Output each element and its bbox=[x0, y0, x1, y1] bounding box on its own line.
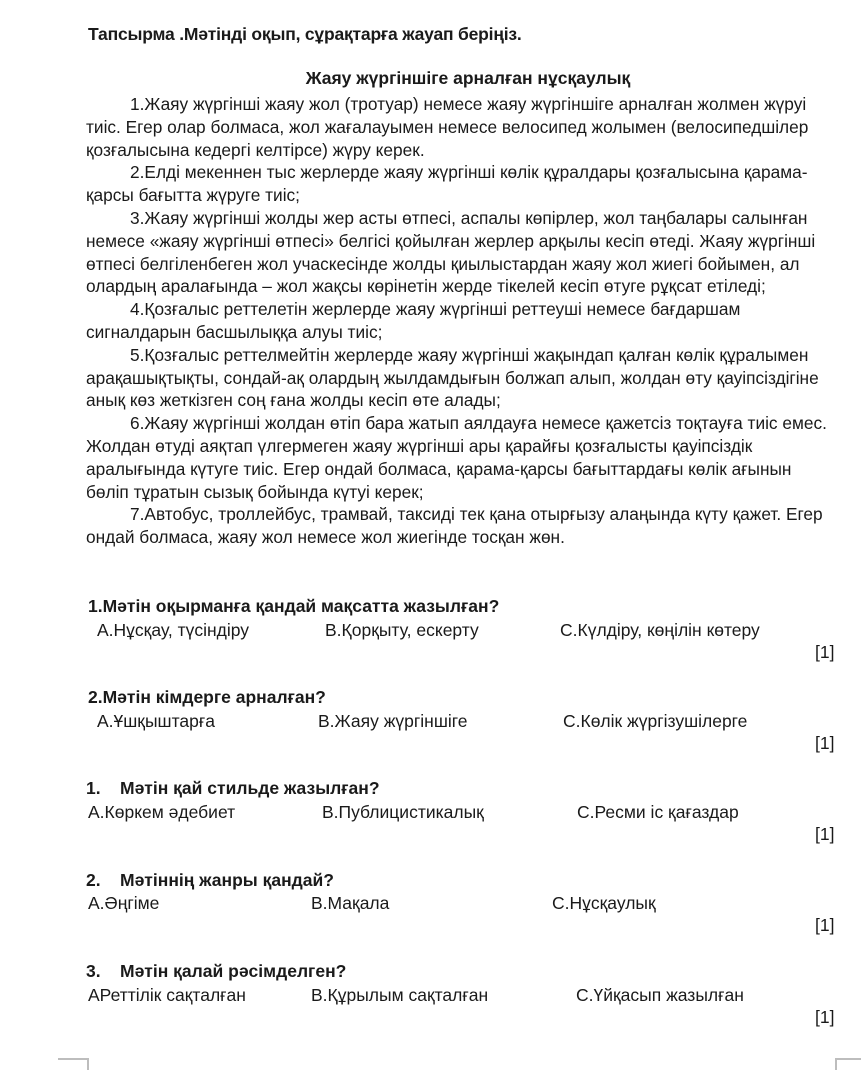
question-title bbox=[88, 687, 326, 708]
answer-option-b: В.Қорқыту, ескерту bbox=[325, 620, 479, 640]
question-text: Мәтін қай стильде жазылған? bbox=[120, 778, 380, 798]
question-title bbox=[88, 596, 499, 617]
question-number: 2. bbox=[86, 870, 101, 890]
paragraph: 2.Елді мекеннен тыс жерлерде жаяу жүргінші көлік құралдары қозғалысына қарама-қарсы бағытта жүруге тиіс; bbox=[86, 162, 808, 206]
answer-option-a: А.Ұшқыштарға bbox=[97, 711, 215, 731]
question-text: Мәтіннің жанры қандай? bbox=[120, 870, 334, 890]
question-title bbox=[86, 778, 380, 799]
question-title bbox=[86, 961, 346, 982]
answer-option-a: А.Көркем әдебиет bbox=[88, 802, 236, 822]
answer-option-a: А.Нұсқау, түсіндіру bbox=[97, 620, 250, 640]
answer-option-b: В.Құрылым сақталған bbox=[311, 985, 489, 1005]
answer-option-b: В.Мақала bbox=[311, 893, 390, 913]
answer-option-c: С.Нұсқаулық bbox=[552, 893, 656, 913]
score-mark: [1] bbox=[815, 915, 835, 935]
question-text: Мәтін қалай рәсімделген? bbox=[120, 961, 347, 981]
answer-option-c: С.Үйқасып жазылған bbox=[576, 985, 744, 1005]
page-corner-mark-right bbox=[835, 1058, 861, 1070]
instruction-text bbox=[86, 93, 831, 549]
answer-option-c: С.Көлік жүргізушілерге bbox=[563, 711, 748, 731]
score-mark: [1] bbox=[815, 642, 835, 662]
page-corner-mark-left bbox=[58, 1058, 89, 1070]
task-title: Тапсырма .Мәтінді оқып, сұрақтарға жауап беріңіз. bbox=[88, 24, 522, 44]
answer-option-b: В.Публицистикалық bbox=[322, 802, 484, 822]
answer-option-c: С.Күлдіру, көңілін көтеру bbox=[560, 620, 760, 640]
answer-option-c: С.Ресми іс қағаздар bbox=[577, 802, 739, 822]
score-mark: [1] bbox=[815, 1007, 835, 1027]
question-number: 1. bbox=[86, 778, 101, 798]
paragraph: 7.Автобус, троллейбус, трамвай, таксиді тек қана отырғызу алаңында күту қажет. Егер ондай болмаса, жаяу жол немесе жол жиегінде тосқан жөн. bbox=[86, 504, 823, 548]
text-heading: Жаяу жүргіншіге арналған нұсқаулық bbox=[305, 68, 631, 88]
question-title bbox=[86, 870, 334, 891]
score-mark: [1] bbox=[815, 824, 835, 844]
paragraph: 1.Жаяу жүргінші жаяу жол (тротуар) немесе жаяу жүргіншіге арналған жолмен жүруі тиіс. Егер олар болмаса, жол жағалауымен немесе велосипед жолымен (велосипедшілер қозғалысына кедергі келтірсе) жүру керек. bbox=[86, 94, 809, 160]
paragraph: 4.Қозғалыс реттелетін жерлерде жаяу жүргінші реттеуші немесе бағдаршам сигналдарын басшылыққа алуы тиіс; bbox=[86, 299, 741, 342]
answer-option-a: А.Әңгіме bbox=[88, 893, 160, 913]
question-text: 2.Мәтін кімдерге арналған? bbox=[88, 687, 326, 707]
score-mark: [1] bbox=[815, 733, 835, 753]
paragraph: 6.Жаяу жүргінші жолдан өтіп бара жатып аялдауға немесе қажетсіз тоқтауға тиіс емес. Жолдан өтуді аяқтап үлгермеген жаяу жүргінші ары қарайғы қозғалысты қауіпсіздік аралығында күтуге тиіс. Егер ондай болмаса, қарама-қарсы бағыттардағы көлік ағынын бөліп тұратын сызық бойында күтуі керек; bbox=[86, 413, 827, 502]
answer-option-b: В.Жаяу жүргіншіге bbox=[318, 711, 468, 731]
paragraph: 5.Қозғалыс реттелмейтін жерлерде жаяу жүргінші жақындап қалған көлік құралымен арақашықтықты, сондай-ақ олардың жылдамдығын болжап алып, жолдан өту қауіпсіздігіне анық көз жеткізген соң ғана жолды кесіп өте алады; bbox=[86, 344, 819, 411]
paragraph: 3.Жаяу жүргінші жолды жер асты өтпесі, аспалы көпірлер, жол таңбалары салынған немесе «жаяу жүргінші өтпесі» белгісі қойылған жерлер арқылы кесіп өтеді. Жаяу жүргінші өтпесі белгіленбеген жол учаскесінде жолды қиылыстардан жаяу жол жиегі бойымен, ал олардың аралағында – жол жақсы көрінетін жерде тікелей кесіп өтуге рұқсат етіледі; bbox=[86, 207, 816, 297]
question-number: 3. bbox=[86, 961, 101, 981]
answer-option-a: АРеттілік сақталған bbox=[88, 985, 246, 1005]
question-text: 1.Мәтін оқырманға қандай мақсатта жазылған? bbox=[88, 596, 500, 616]
